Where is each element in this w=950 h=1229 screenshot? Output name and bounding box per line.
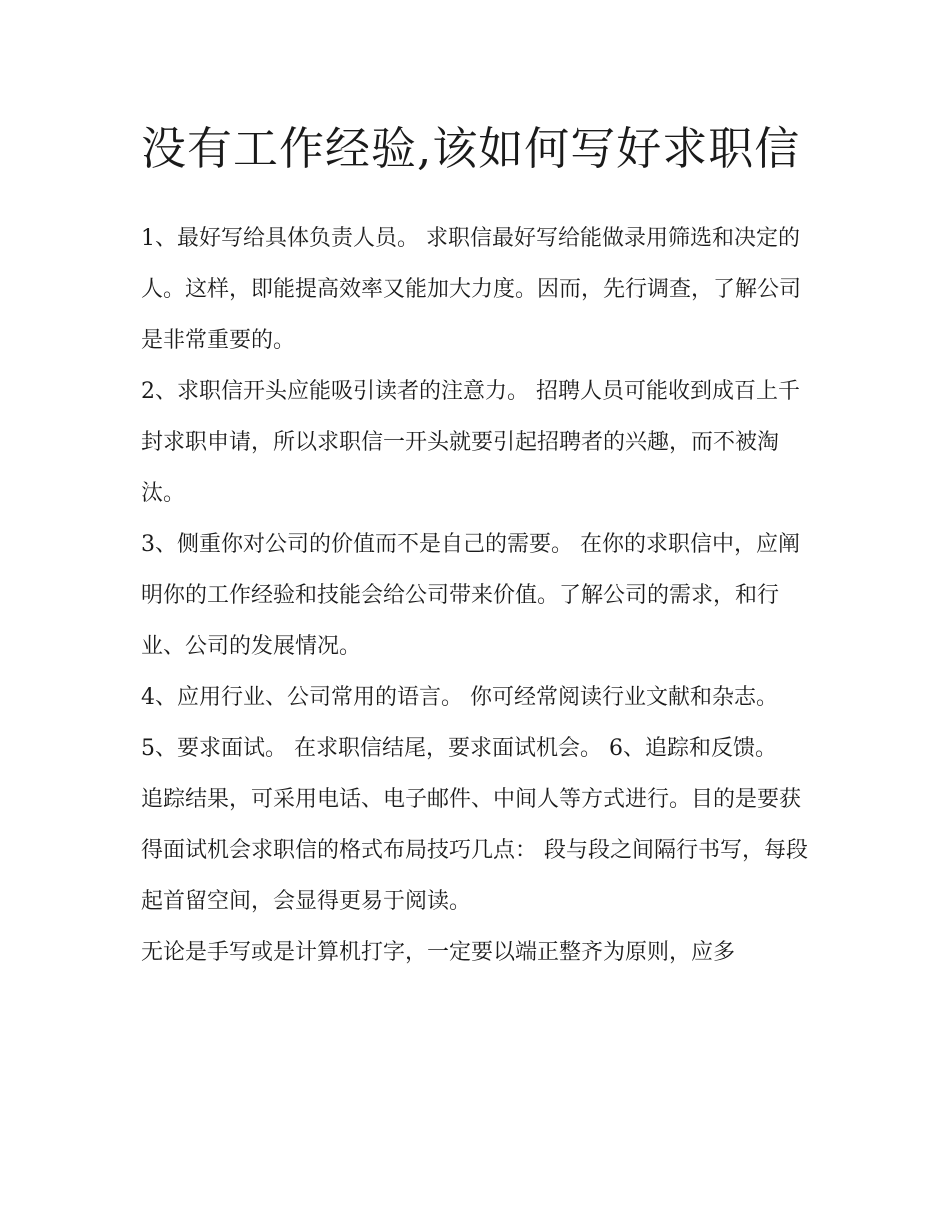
document-page — [141, 118, 813, 978]
paragraph-6: 无论是手写或是计算机打字，一定要以端正整齐为原则，应多 — [141, 940, 736, 965]
page-title: 没有工作经验,该如何写好求职信 — [141, 122, 801, 175]
paragraph-1: 1、最好写给具体负责人员。 求职信最好写给能做录用筛选和决定的人。这样，即能提高效率又能加大力度。因而，先行调查，了解公司是非常重要的。 — [141, 226, 802, 353]
paragraph-5: 追踪结果，可采用电话、电子邮件、中间人等方式进行。目的是要获得面试机会求职信的格式布局技巧几点： 段与段之间隔行书写，每段起首留空间，会显得更易于阅读。 — [141, 787, 808, 914]
paragraph-4: 4、应用行业、公司常用的语言。 你可经常阅读行业文献和杂志。 5、要求面试。 在求职信结尾，要求面试机会。 6、追踪和反馈。 — [141, 685, 778, 761]
paragraph-2: 2、求职信开头应能吸引读者的注意力。 招聘人员可能收到成百上千封求职申请，所以求职信一开头就要引起招聘者的兴趣，而不被淘汰。 — [141, 379, 800, 506]
document-body — [141, 213, 813, 978]
paragraph-3: 3、侧重你对公司的价值而不是自己的需要。 在你的求职信中，应阐明你的工作经验和技能会给公司带来价值。了解公司的需求，和行业、公司的发展情况。 — [141, 532, 800, 659]
